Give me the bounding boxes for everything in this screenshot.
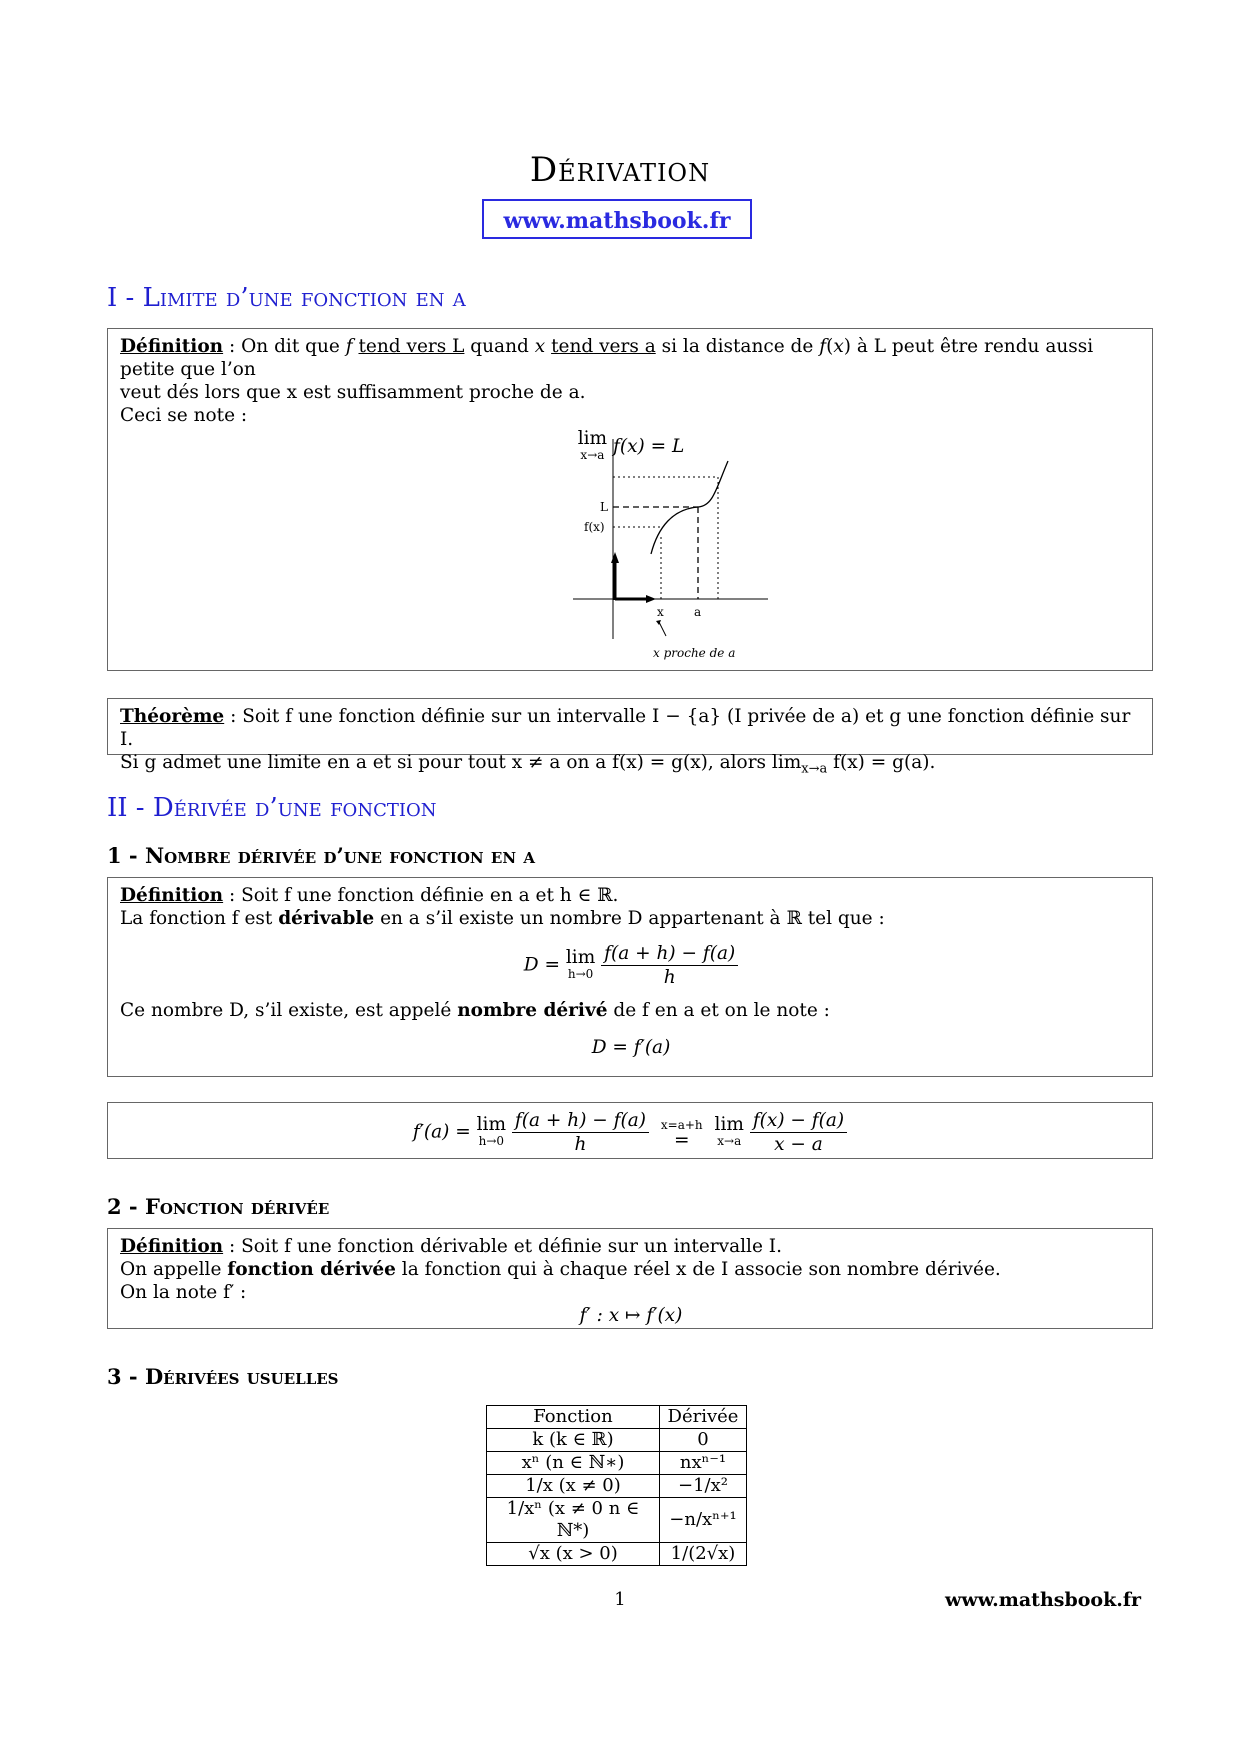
- def-deriv-line1: Définition : Soit f une fonction définie en a et h ∈ ℝ.: [120, 885, 619, 906]
- graph-label-a: a: [694, 605, 702, 619]
- graph-label-x: x: [657, 605, 664, 619]
- derivative-formula: D = lim h→0 $\frac{f(a + h) - f(a)}{h}$: [120, 942, 1142, 989]
- page-title: Dérivation: [529, 150, 711, 190]
- def-limit-line3: Ceci se note :: [120, 405, 248, 426]
- table-header-row: [487, 1406, 747, 1429]
- table-cell: nxⁿ⁻¹: [660, 1452, 747, 1475]
- page-number: 1: [614, 1589, 626, 1610]
- limit-graph: [508, 439, 768, 664]
- table-header-derivative: Dérivée: [660, 1406, 747, 1429]
- table-cell: −1/x²: [660, 1475, 747, 1498]
- definition-box-limit: [107, 328, 1153, 671]
- theorem-line2: Si g admet une limite en a et si pour tout x ≠ a on a f(x) = g(x), alors $\lim_{x\to a} f(x) = g(a)$.: [120, 752, 936, 777]
- table-header-function: Fonction: [487, 1406, 660, 1429]
- derivative-notation: D = f′(a): [591, 1037, 671, 1058]
- def-func-line2: On appelle fonction dérivée la fonction qui à chaque réel x de I associe son nombre dérivée.: [120, 1259, 1001, 1280]
- graph-label-fx: f(x): [584, 520, 605, 534]
- table-cell: 0: [660, 1429, 747, 1452]
- table-row: [487, 1475, 747, 1498]
- equivalence-formula: f′(a) = lim h→0 $\frac{f(a + h) - f(a)}{h}$ x=a+h = lim x→a $\frac{f(x) - f(a)}{x - a}$: [108, 1109, 1152, 1156]
- definition-box-derivative-number: [107, 877, 1153, 1077]
- theorem-box: [107, 698, 1153, 777]
- derivative-equivalence-box: [107, 1102, 1153, 1159]
- site-link-box[interactable]: www.mathsbook.fr: [482, 199, 752, 239]
- graph-caption: x proche de a: [653, 646, 736, 660]
- limit-formula: lim x→a f(x) = L: [577, 428, 685, 462]
- table-cell: 1/xⁿ (x ≠ 0 n ∈ ℕ*): [487, 1498, 660, 1543]
- usual-derivatives-table: [486, 1405, 747, 1566]
- def-deriv-line2: La fonction f est dérivable en a s’il existe un nombre D appartenant à ℝ tel que :: [120, 908, 885, 929]
- subsection-2-heading: 2 - Fonction dérivée: [107, 1194, 330, 1219]
- table-cell: −n/xⁿ⁺¹: [660, 1498, 747, 1543]
- subsection-1-heading: 1 - Nombre dérivée d’une fonction en a: [107, 843, 536, 868]
- table-cell: k (k ∈ ℝ): [487, 1429, 660, 1452]
- table-cell: xⁿ (n ∈ ℕ∗): [487, 1452, 660, 1475]
- footer-site-link[interactable]: www.mathsbook.fr: [945, 1589, 1142, 1611]
- table-cell: 1/(2√x): [660, 1543, 747, 1566]
- table-row: [487, 1498, 747, 1543]
- derivative-function-formula: f′ : x ↦ f′(x): [579, 1305, 683, 1326]
- def-deriv-line3: Ce nombre D, s’il existe, est appelé nombre dérivé de f en a et on le note :: [120, 1000, 830, 1021]
- section-1-heading: I - Limite d’une fonction en a: [107, 283, 466, 313]
- section-2-heading: II - Dérivée d’une fonction: [107, 793, 437, 823]
- table-row: [487, 1429, 747, 1452]
- theorem-line1: Théorème : Soit f une fonction définie sur un intervalle I − {a} (I privée de a) et g une fonction définie sur I.: [120, 706, 1131, 750]
- def-limit-line1: Définition : On dit que f tend vers L quand x tend vers a si la distance de f(x) à L peut être rendu aussi petite que l’on: [120, 336, 1094, 380]
- graph-label-L: L: [600, 500, 608, 514]
- def-func-line1: Définition : Soit f une fonction dérivable et définie sur un intervalle I.: [120, 1236, 782, 1257]
- subsection-3-heading: 3 - Dérivées usuelles: [107, 1364, 339, 1389]
- function-curve: [651, 461, 728, 554]
- def-func-line3: On la note f′ :: [120, 1282, 247, 1303]
- definition-box-derivative-function: [107, 1228, 1153, 1329]
- table-cell: √x (x > 0): [487, 1543, 660, 1566]
- def-limit-line2: veut dés lors que x est suffisamment proche de a.: [120, 382, 586, 403]
- table-row: [487, 1543, 747, 1566]
- table-row: [487, 1452, 747, 1475]
- table-cell: 1/x (x ≠ 0): [487, 1475, 660, 1498]
